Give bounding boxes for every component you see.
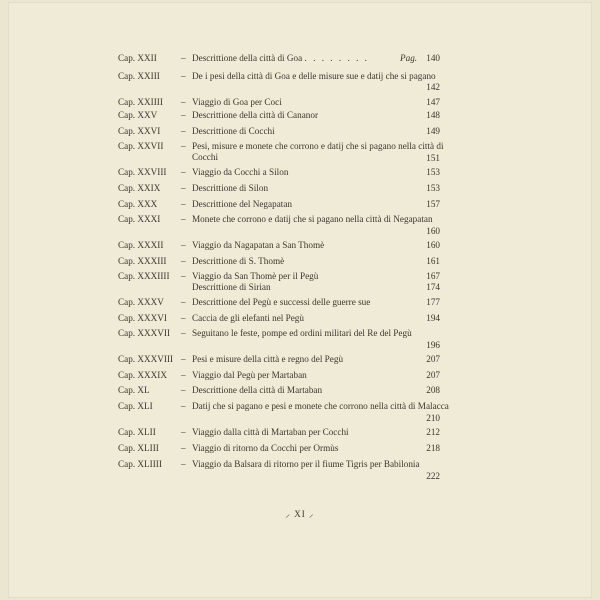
chapter-title: Viaggio dal Pegù per Martaban (192, 370, 307, 380)
toc-entry: Cap. XXX – Descrittione del Negapatan 157 (118, 199, 438, 223)
chapter-title: Viaggio di Goa per Coci (192, 97, 282, 107)
page-number: 210 (426, 413, 440, 423)
chapter-title: Viaggio da Cocchi a Silon (192, 167, 289, 177)
chapter-title: Viaggio da Nagapatan a San Thomè (192, 240, 325, 250)
toc-entry: Cap. XLIIII – Viaggio da Balsara di ritorno per il fiume Tigris per Babilonia 222 (118, 459, 438, 483)
chapter-title: Monete che corrono e datij che si pagano nella città di Negapatan (192, 214, 433, 224)
page-number: 153 (426, 183, 440, 193)
chapter-title: Pesi e misure della città e regno del Pegù (192, 354, 344, 364)
chapter-title: Pesi, misure e monete che corrono e datij che si pagano nella città di Cocchi (192, 141, 444, 162)
chapter-number: Cap. XLI (118, 401, 153, 411)
page-number: 174 (426, 282, 440, 292)
page-number: 147 (426, 97, 440, 107)
chapter-title: Descrittione di Cocchi (192, 126, 275, 136)
chapter-number: Cap. XXII (118, 53, 157, 63)
page-number: 218 (426, 443, 440, 453)
chapter-number: Cap. XXVIII (118, 167, 167, 177)
chapter-title: Viaggio da Balsara di ritorno per il fiume Tigris per Babilonia (192, 459, 420, 469)
page-number: 196 (426, 340, 440, 350)
chapter-number: Cap. XXVI (118, 126, 161, 136)
toc-entry: Cap. XXV – Descrittione della città di Cananor 148 (118, 110, 438, 134)
toc-entry: Cap. XXXVI – Caccia de gli elefanti nel Pegù 194 (118, 313, 438, 337)
chapter-title: Descrittione del Negapatan (192, 199, 292, 209)
chapter-title: De i pesi della città di Goa e delle misure sue e datij che si pagano (192, 71, 436, 81)
chapter-number: Cap. XL (118, 385, 150, 395)
toc-entry: Cap. XXXIX – Viaggio dal Pegù per Martaban 207 (118, 370, 438, 394)
page-number: 142 (426, 82, 440, 92)
chapter-number: Cap. XXXIII (118, 256, 167, 266)
chapter-title: Descrittione della città di Martaban (192, 385, 323, 395)
toc-entry: Cap. XXXIII – Descrittione di S. Thomè 161 (118, 256, 438, 280)
toc-entry: Cap. XXXI – Monete che corrono e datij che si pagano nella città di Negapatan 160 (118, 214, 438, 238)
page-number: 161 (426, 256, 440, 266)
chapter-title: Viaggio da San Thomè per il Pegù (192, 271, 319, 281)
chapter-number: Cap. XLIII (118, 443, 159, 453)
toc-entry: Cap. XLI – Datij che si pagano e pesi e monete che corrono nella città di Malacca 210 (118, 401, 438, 425)
chapter-number: Cap. XXIII (118, 71, 160, 81)
chapter-title: Viaggio di ritorno da Cocchi per Ormùs (192, 443, 339, 453)
chapter-number: Cap. XXXVII (118, 328, 171, 338)
chapter-number: Cap. XXIIII (118, 97, 163, 107)
page-number: 222 (426, 471, 440, 481)
page-number: 151 (426, 153, 440, 163)
toc-entry: Cap. XLII – Viaggio dalla città di Martaban per Cocchi 212 (118, 427, 438, 451)
page-number: 208 (426, 385, 440, 395)
chapter-number: Cap. XXXI (118, 214, 161, 224)
toc-entry: Cap. XLIII – Viaggio di ritorno da Cocchi per Ormùs 218 (118, 443, 438, 467)
page-number: 153 (426, 167, 440, 177)
page-number: 167 (426, 271, 440, 281)
page-number: 177 (426, 297, 440, 307)
toc-entry: Cap. XXIIII – Viaggio di Goa per Coci 147 (118, 97, 438, 121)
toc-entry: Cap. XXXII – Viaggio da Nagapatan a San Thomè 160 (118, 240, 438, 264)
chapter-title: Datij che si pagano e pesi e monete che corrono nella città di Malacca (192, 401, 449, 411)
chapter-number: Cap. XXX (118, 199, 158, 209)
chapter-number: Cap. XXIX (118, 183, 161, 193)
chapter-title: Descrittione della città di Goa . . . . . . . . (192, 53, 369, 63)
folio-page-number: ⸝ XI ⸝ (285, 509, 315, 519)
chapter-title: Caccia de gli elefanti nel Pegù (192, 313, 304, 323)
page-number: 149 (426, 126, 440, 136)
toc-entry: Cap. XXII – Descrittione della città di Goa . . . . . . . . Pag. 140 (118, 53, 438, 77)
chapter-title: Descrittione del Pegù e successi delle guerre sue (192, 297, 371, 307)
chapter-number: Cap. XLII (118, 427, 156, 437)
toc-entry: Cap. XXIII – De i pesi della città di Goa e delle misure sue e datij che si pagano 142 (118, 71, 438, 95)
chapter-number: Cap. XXXVI (118, 313, 167, 323)
page-number: 157 (426, 199, 440, 209)
chapter-number: Cap. XXXVIII (118, 354, 174, 364)
page-number: 160 (426, 226, 440, 236)
page-number: 194 (426, 313, 440, 323)
chapter-subtitle: Descrittione di Sirian (192, 282, 271, 292)
chapter-number: Cap. XXXII (118, 240, 164, 250)
toc-entry: Cap. XXXIIII – Viaggio da San Thomè per il Pegù 167 Descrittione di Sirian 174 (118, 271, 438, 295)
chapter-title: Descrittione di S. Thomè (192, 256, 285, 266)
toc-entry: Cap. XXVII – Pesi, misure e monete che corrono e datij che si pagano nella città di Cocchi 151 (118, 141, 438, 165)
chapter-number: Cap. XXVII (118, 141, 164, 151)
chapter-number: Cap. XLIIII (118, 459, 162, 469)
page-number: 207 (426, 354, 440, 364)
pag-label: Pag. (400, 53, 418, 63)
chapter-title: Descrittione della città di Cananor (192, 110, 319, 120)
page-number: 212 (426, 427, 440, 437)
chapter-number: Cap. XXXIIII (118, 271, 170, 281)
chapter-title: Viaggio dalla città di Martaban per Cocchi (192, 427, 349, 437)
page-number: 148 (426, 110, 440, 120)
chapter-title: Seguitano le feste, pompe ed ordini militari del Re del Pegù (192, 328, 412, 338)
toc-entry: Cap. XXVI – Descrittione di Cocchi 149 (118, 126, 438, 150)
toc-entry: Cap. XXVIII – Viaggio da Cocchi a Silon 153 (118, 167, 438, 191)
page-number: 140 (426, 53, 440, 63)
chapter-title: Descrittione di Silon (192, 183, 269, 193)
toc-entry: Cap. XXXVII – Seguitano le feste, pompe ed ordini militari del Re del Pegù 196 (118, 328, 438, 352)
chapter-number: Cap. XXXV (118, 297, 164, 307)
page-number: 160 (426, 240, 440, 250)
page-number: 207 (426, 370, 440, 380)
chapter-number: Cap. XXV (118, 110, 158, 120)
toc-entry: Cap. XXIX – Descrittione di Silon 153 (118, 183, 438, 207)
chapter-number: Cap. XXXIX (118, 370, 167, 380)
toc-entry: Cap. XXXV – Descrittione del Pegù e successi delle guerre sue 177 (118, 297, 438, 321)
toc-entry: Cap. XXXVIII – Pesi e misure della città e regno del Pegù 207 (118, 354, 438, 378)
toc-entry: Cap. XL – Descrittione della città di Martaban 208 (118, 385, 438, 409)
